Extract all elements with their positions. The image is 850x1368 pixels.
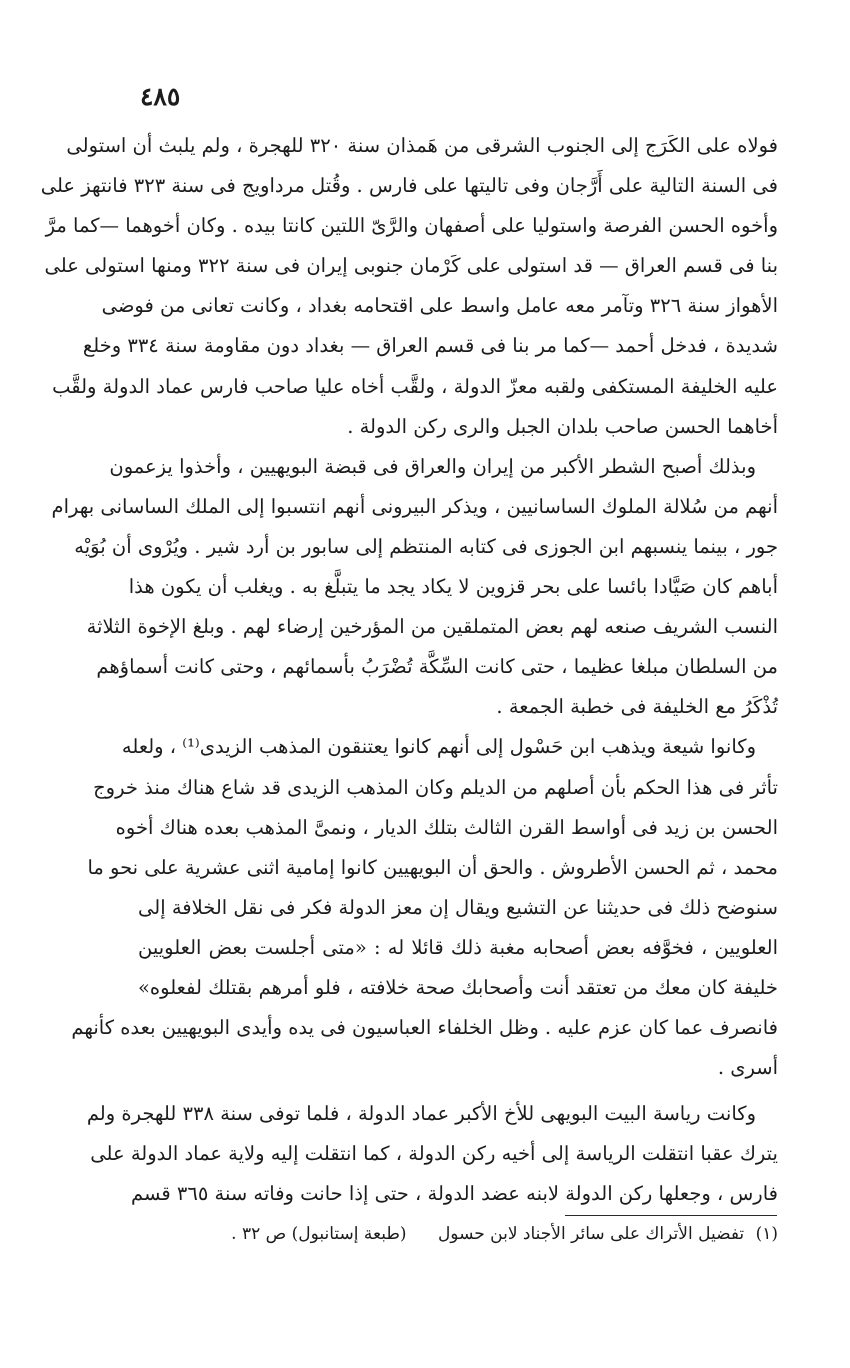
text-line: فى السنة التالية على أَرَّجان وفى تاليتها على فارس . وقُتل مرداويج فى سنة ٣٢٣ فانتهز على — [40, 174, 778, 198]
text-line: وأخوه الحسن الفرصة واستوليا على أصفهان والرَّىّ اللتين كانتا بيده . وكان أخوهما —كما مرَّ — [45, 214, 778, 238]
footnote-edition: (طبعة إستانبول) ص ٣٢ . — [231, 1224, 407, 1244]
text-line: أباهم كان صَيَّادا بائسا على بحر قزوين لا يكاد يجد ما يتبلَّغ به . ويغلب أن يكون هذا — [128, 575, 778, 599]
paragraph-end-line: تُذْكَرُ مع الخليفة فى خطبة الجمعة . — [496, 695, 778, 719]
paragraph-start-line: وكانوا شيعة ويذهب ابن حَسْول إلى أنهم كانوا يعتنقون المذهب الزيدى⁽¹⁾ ، ولعله — [121, 735, 756, 759]
text-line: شديدة ، فدخل أحمد —كما مر بنا فى قسم العراق — بغداد دون مقاومة سنة ٣٣٤ وخلع — [82, 334, 778, 358]
text-line: خليفة كان معك من تعتقد أنت وأصحابك صحة خلافته ، فلو أمرهم بقتلك لفعلوه» — [138, 975, 778, 999]
text-line: بنا فى قسم العراق — قد استولى على كَرْمان جنوبى إيران فى سنة ٣٢٢ ومنها استولى على — [44, 254, 778, 278]
text-line: العلويين ، فخوَّفه بعض أصحابه مغبة ذلك قائلا له : «متى أجلست بعض العلويين — [138, 935, 778, 959]
text-line: عليه الخليفة المستكفى ولقبه معزّ الدولة ، ولقَّب أخاه عليا صاحب فارس عماد الدولة ولقَّب — [52, 374, 778, 398]
footnote-divider — [565, 1215, 777, 1216]
paragraph-start-line: وبذلك أصبح الشطر الأكبر من إيران والعراق فى قبضة البويهيين ، وأخذوا يزعمون — [109, 454, 756, 478]
text-line: تأثر فى هذا الحكم بأن أصلهم من الديلم وكان المذهب الزيدى قد شاع هناك منذ خروج — [93, 775, 778, 799]
text-line: سنوضح ذلك فى حديثنا عن التشيع ويقال إن معز الدولة فكر فى نقل الخلافة إلى — [138, 895, 778, 919]
text-line: محمد ، ثم الحسن الأطروش . والحق أن البويهيين كانوا إمامية اثنى عشرية على نحو ما — [87, 855, 778, 879]
text-line: فانصرف عما كان عزم عليه . وظل الخلفاء العباسيون فى يده وأيدى البويهيين بعده كأنهم — [71, 1016, 778, 1040]
text-line: يترك عقبا انتقلت الرياسة إلى أخيه ركن الدولة ، كما انتقلت إليه ولاية عماد الدولة على — [90, 1142, 778, 1166]
paragraph-start-line: وكانت رياسة البيت البويهى للأخ الأكبر عماد الدولة ، فلما توفى سنة ٣٣٨ للهجرة ولم — [86, 1102, 756, 1126]
text-line: أنهم من سُلالة الملوك الساسانيين ، ويذكر البيرونى أنهم انتسبوا إلى الملك الساسانى بهرام — [51, 494, 778, 518]
footnote-marker: (١) — [755, 1224, 778, 1244]
footnote — [200, 1220, 778, 1248]
text-line: الأهواز سنة ٣٢٦ وتآمر معه عامل واسط على اقتحامه بغداد ، وكانت تعانى من فوضى — [101, 294, 778, 318]
text-line: فارس ، وجعلها ركن الدولة لابنه عضد الدولة ، حتى إذا حانت وفاته سنة ٣٦٥ قسم — [131, 1182, 778, 1206]
text-line: الحسن بن زيد فى أواسط القرن الثالث بتلك الديار ، ونمىَّ المذهب بعده هناك أخوه — [115, 815, 778, 839]
text-line: من السلطان مبلغا عظيما ، حتى كانت السِّكَّة تُضْرَبُ بأسمائهم ، وحتى كانت أسماؤهم — [96, 655, 778, 679]
footnote-text: تفضيل الأتراك على سائر الأجناد لابن حسول — [437, 1224, 745, 1244]
paragraph-end-line: أخاهما الحسن صاحب بلدان الجبل والرى ركن الدولة . — [347, 414, 778, 438]
paragraph-end-line: أسرى . — [717, 1056, 778, 1080]
body-text — [40, 126, 778, 1215]
text-line: النسب الشريف صنعه لهم بعض المتملقين من المؤرخين إرضاء لهم . وبلغ الإخوة الثلاثة — [86, 615, 778, 639]
text-line: فولاه على الكَرَج إلى الجنوب الشرقى من هَمذان سنة ٣٢٠ للهجرة ، ولم يلبث أن استولى — [66, 134, 778, 157]
page-number: ٤٨٥ — [140, 82, 181, 111]
text-line: جور ، بينما ينسبهم ابن الجوزى فى كتابه المنتظم إلى سابور بن أرد شير . ويُرْوى أن بُوَيْه — [74, 534, 778, 558]
